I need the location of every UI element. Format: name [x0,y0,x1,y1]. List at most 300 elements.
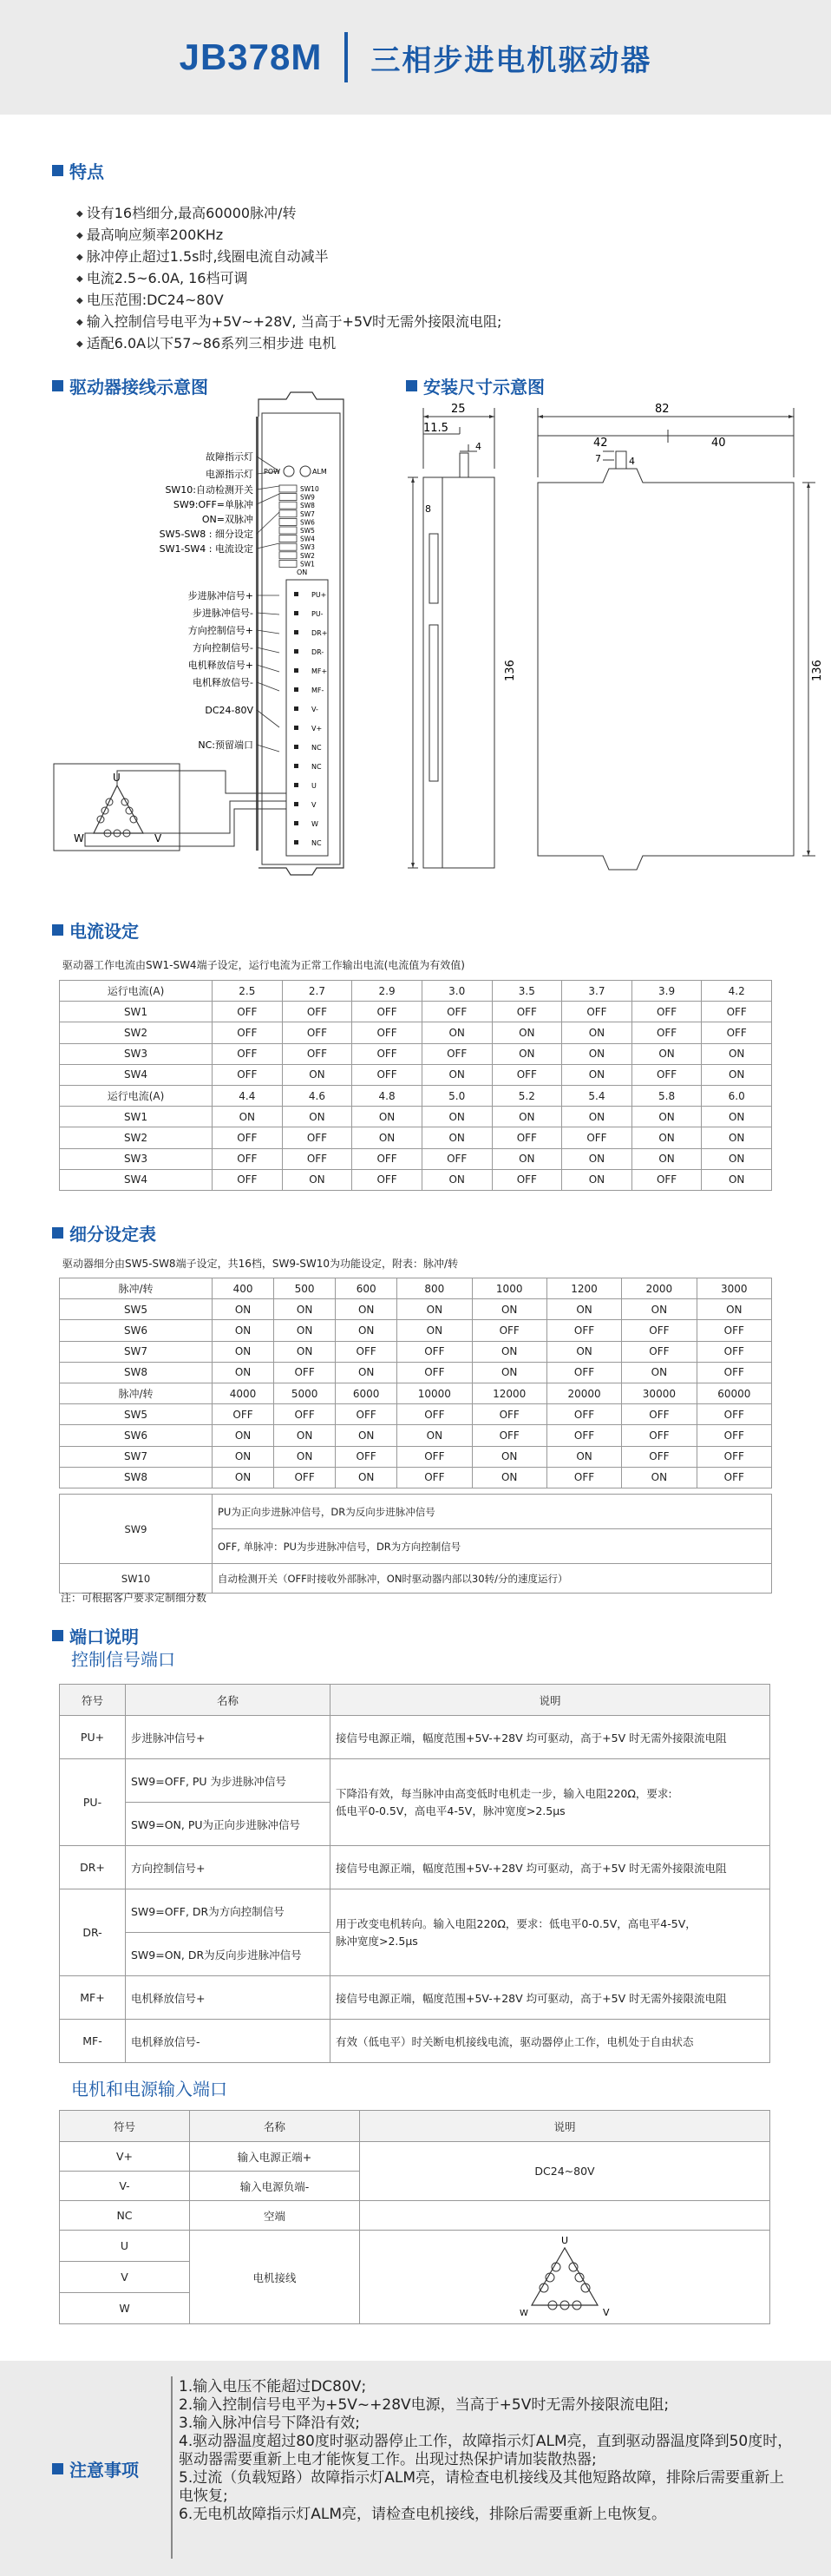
value-cell: 5.8 [631,1085,702,1106]
led-label: POW [264,468,281,476]
value-cell: ON [274,1425,336,1446]
col-name: 名称 [190,2111,360,2142]
value-cell: OFF [397,1341,472,1362]
value-cell: 30000 [622,1383,697,1403]
port-symbol: NC [60,2201,190,2231]
row-label-cell: SW6 [60,1320,213,1341]
table-row [60,1383,772,1403]
value-cell: ON [702,1107,772,1127]
value-cell: OFF [397,1404,472,1425]
square-bullet-icon [52,1227,63,1239]
row-label-cell: SW8 [60,1362,213,1383]
port-name: 方向控制信号+ [126,1846,330,1889]
value-cell: OFF [546,1467,621,1488]
dip-switch [279,485,297,492]
value-cell: 5.2 [492,1085,562,1106]
value-cell: ON [213,1320,274,1341]
port-name: SW9=OFF, DR为方向控制信号 [126,1889,330,1933]
notes-heading: 注意事项 [52,2456,139,2481]
wiring-diagram [52,382,347,885]
value-cell: 2.7 [282,981,352,1002]
col-desc: 说明 [330,1685,770,1716]
port-symbol: V+ [60,2142,190,2172]
terminal-label: NC [311,744,322,752]
value-cell: ON [397,1299,472,1320]
table-row [60,1107,772,1127]
port-symbol: U [60,2231,190,2262]
value-cell: ON [492,1148,562,1169]
terminal-screw [294,745,298,749]
value-cell: ON [282,1169,352,1190]
microstep-description: 驱动器细分由SW5-SW8端子设定，共16档，SW9-SW10为功能设定，附表：脉冲/转 [62,1258,459,1270]
table-row [60,1446,772,1467]
row-label-cell: SW1 [60,1002,213,1022]
value-cell: ON [213,1107,283,1127]
value-cell: 5.4 [562,1085,632,1106]
value-cell: OFF [702,1002,772,1022]
dimension-value: 25 [451,403,466,416]
value-cell: OFF [492,1169,562,1190]
dip-switch [279,552,297,559]
wiring-label: DC24-80V [205,705,253,716]
value-cell: OFF [336,1446,397,1467]
motor-coil-cell [360,2231,770,2324]
value-cell: ON [631,1127,702,1148]
port-symbol: DR+ [60,1846,126,1889]
value-cell: OFF [697,1362,771,1383]
note-item: 3.输入脉冲信号下降沿有效; [179,2415,360,2432]
page-title: 三相步进电机驱动器 [370,43,652,78]
value-cell: ON [472,1446,546,1467]
value-cell: OFF [492,1064,562,1085]
note-item: 5.过流（负载短路）故障指示灯ALM亮，请检查电机接线及其他短路故障，排除后需要重新上 [179,2469,784,2487]
table-row [60,1278,772,1299]
terminal-label: W [311,820,318,828]
value-cell: ON [274,1299,336,1320]
terminal-screw [294,783,298,787]
port-desc [360,2201,770,2231]
value-cell: OFF [622,1425,697,1446]
switch-label: SW4 [300,535,315,543]
switch-label: SW5 [300,527,315,535]
value-cell: ON [472,1467,546,1488]
table-row [60,1362,772,1383]
wiring-label: 电机释放信号- [193,677,253,688]
table-row [60,1085,772,1106]
square-bullet-icon [52,2463,63,2474]
table-row [60,1148,772,1169]
value-cell: OFF [352,1043,422,1064]
port-name: 空端 [190,2201,360,2231]
value-cell: OFF [397,1467,472,1488]
row-label-cell: SW7 [60,1446,213,1467]
value-cell: ON [472,1299,546,1320]
note-item: 驱动器需要重新上电才能恢复工作。出现过热保护请加装散热器; [179,2451,597,2468]
dip-switch [279,518,297,525]
dip-switch [279,543,297,550]
switch-label: SW1 [300,560,315,568]
terminal-screw [294,706,298,711]
value-cell: 4.2 [702,981,772,1002]
sw9-on-desc: PU为正向步进脉冲信号，DR为反向步进脉冲信号 [213,1495,772,1529]
square-bullet-icon [52,1630,63,1641]
terminal-label: DR- [311,648,324,656]
value-cell: 800 [397,1278,472,1299]
table-row [60,1064,772,1085]
motor-coil-diagram [513,2232,617,2319]
value-cell: ON [274,1446,336,1467]
col-name: 名称 [126,1685,330,1716]
wiring-label: SW9:OFF=单脉冲 [173,499,253,510]
motor-phase-label: V [154,832,162,844]
wiring-label: 步进脉冲信号+ [187,590,253,601]
port-symbol: DR- [60,1889,126,1976]
value-cell: ON [562,1148,632,1169]
value-cell: 4000 [213,1383,274,1403]
value-cell: ON [422,1022,492,1043]
value-cell: 400 [213,1278,274,1299]
microstep-heading: 细分设定表 [52,1220,156,1245]
terminal-label: V [311,801,317,809]
ports-heading: 端口说明 [52,1623,139,1648]
switch-label: SW3 [300,543,315,552]
value-cell: ON [472,1341,546,1362]
switch-label: SW9 [300,493,315,502]
terminal-label: MF- [311,687,324,694]
row-label-cell: 运行电流(A) [60,1085,213,1106]
value-cell: 2.5 [213,981,283,1002]
value-cell: 1200 [546,1278,621,1299]
dimension-value: 136 [504,660,517,681]
note-item: 电恢复; [179,2487,228,2505]
dimension-value: 136 [811,660,824,681]
value-cell: OFF [631,1064,702,1085]
note-item: 2.输入控制信号电平为+5V~+28V电源，当高于+5V时无需外接限流电阻; [179,2396,670,2414]
square-bullet-icon [52,924,63,936]
port-symbol: MF+ [60,1976,126,2020]
value-cell: OFF [562,1127,632,1148]
value-cell: ON [422,1169,492,1190]
value-cell: OFF [213,1404,274,1425]
value-cell: OFF [697,1320,771,1341]
terminal-label: NC [311,839,322,847]
dip-switch [279,510,297,517]
sw9-label: SW9 [60,1495,213,1564]
wiring-label: SW1-SW4 : 电流设定 [159,543,253,555]
row-label-cell: SW2 [60,1022,213,1043]
value-cell: OFF [492,1127,562,1148]
dip-switch [279,560,297,567]
value-cell: OFF [546,1320,621,1341]
header-divider [344,32,348,82]
wiring-label: ON=双脉冲 [201,514,253,525]
dimension-value: 11.5 [423,422,448,435]
table-row [60,1022,772,1043]
table-row [60,1404,772,1425]
value-cell: OFF [336,1341,397,1362]
value-cell: ON [213,1299,274,1320]
port-symbol: PU+ [60,1716,126,1759]
value-cell: ON [336,1299,397,1320]
row-label-cell: SW4 [60,1169,213,1190]
value-cell: OFF [274,1362,336,1383]
table-row [60,981,772,1002]
wiring-heading: 驱动器接线示意图 [52,373,208,398]
dimension-drawing [408,382,824,885]
terminal-screw [294,630,298,634]
features-list [76,203,501,355]
terminal-label: PU+ [311,591,327,599]
terminal-label: U [311,782,317,790]
value-cell: OFF [352,1169,422,1190]
terminal-label: MF+ [311,667,328,675]
feature-item: ◆ 电压范围:DC24~80V [76,290,501,312]
value-cell: OFF [472,1425,546,1446]
feature-item: ◆ 电流2.5~6.0A, 16档可调 [76,268,501,290]
terminal-label: V+ [311,725,323,733]
microstep-setting-table [59,1278,772,1488]
value-cell: ON [622,1362,697,1383]
model-name: JB378M [179,36,323,77]
microstep-footnote: 注：可根据客户要求定制细分数 [61,1592,207,1604]
port-name: 步进脉冲信号+ [126,1716,330,1759]
feature-item: ◆ 设有16档细分,最高60000脉冲/转 [76,203,501,225]
row-label-cell: SW2 [60,1127,213,1148]
port-name: 电机释放信号+ [126,1976,330,2020]
power-ports-subheading: 电机和电源输入端口 [71,2079,227,2100]
sw9-off-desc: OFF, 单脉冲：PU为步进脉冲信号，DR为方向控制信号 [213,1529,772,1564]
value-cell: OFF [352,1148,422,1169]
port-name: 电机接线 [190,2231,360,2324]
value-cell: OFF [546,1362,621,1383]
col-desc: 说明 [360,2111,770,2142]
value-cell: ON [622,1299,697,1320]
value-cell: OFF [282,1127,352,1148]
port-desc: 用于改变电机转向。输入电阻220Ω，要求：低电平0-0.5V，高电平4-5V， 脉冲宽度>2.5μs [330,1889,770,1976]
value-cell: OFF [622,1446,697,1467]
dimension-value: 8 [425,503,431,515]
row-label-cell: SW8 [60,1467,213,1488]
value-cell: OFF [697,1425,771,1446]
port-name: 输入电源正端+ [190,2142,360,2172]
value-cell: OFF [213,1043,283,1064]
value-cell: ON [336,1320,397,1341]
terminal-screw [294,840,298,844]
table-row [60,1467,772,1488]
port-desc: 接信号电源正端，幅度范围+5V-+28V 均可驱动，高于+5V 时无需外接限流电阻 [330,1976,770,2020]
value-cell: ON [422,1064,492,1085]
features-heading: 特点 [52,158,104,183]
notes-list [179,2378,795,2524]
value-cell: 3.9 [631,981,702,1002]
value-cell: ON [352,1127,422,1148]
port-symbol: W [60,2293,190,2324]
port-name: SW9=OFF, PU 为步进脉冲信号 [126,1759,330,1803]
value-cell: ON [562,1064,632,1085]
control-ports-subheading: 控制信号端口 [71,1649,175,1670]
terminal-screw [294,668,298,673]
dimension-value: 4 [629,456,635,467]
value-cell: ON [472,1362,546,1383]
value-cell: ON [562,1169,632,1190]
value-cell: ON [213,1362,274,1383]
port-name: 电机释放信号- [126,2020,330,2063]
value-cell: 6000 [336,1383,397,1403]
dip-switch [279,527,297,534]
dimension-value: 42 [593,437,608,450]
value-cell: ON [397,1425,472,1446]
row-label-cell: SW5 [60,1404,213,1425]
value-cell: 3.0 [422,981,492,1002]
feature-item: ◆ 脉冲停止超过1.5s时,线圈电流自动减半 [76,246,501,268]
row-label-cell: SW1 [60,1107,213,1127]
dimensions-heading: 安装尺寸示意图 [406,373,545,398]
port-desc: DC24~80V [360,2142,770,2201]
feature-item: ◆ 输入控制信号电平为+5V~+28V, 当高于+5V时无需外接限流电阻; [76,312,501,333]
dip-switch [279,502,297,509]
value-cell: ON [702,1043,772,1064]
value-cell: ON [213,1467,274,1488]
value-cell: ON [562,1022,632,1043]
value-cell: ON [697,1299,771,1320]
port-symbol: V- [60,2172,190,2201]
value-cell: OFF [352,1022,422,1043]
value-cell: 60000 [697,1383,771,1403]
value-cell: OFF [213,1002,283,1022]
terminal-label: DR+ [311,629,328,637]
value-cell: ON [546,1446,621,1467]
table-row [60,1002,772,1022]
page-header [0,0,831,115]
value-cell: OFF [546,1425,621,1446]
motor-coil-diagram [54,764,286,851]
value-cell: ON [282,1064,352,1085]
value-cell: OFF [472,1404,546,1425]
port-desc: 下降沿有效，每当脉冲由高变低时电机走一步，输入电阻220Ω，要求: 低电平0-0.5V，高电平4-5V，脉冲宽度>2.5μs [330,1759,770,1846]
table-row [60,1320,772,1341]
value-cell: ON [562,1043,632,1064]
col-symbol: 符号 [60,2111,190,2142]
row-label-cell: SW3 [60,1148,213,1169]
dimension-value: 82 [655,403,670,416]
value-cell: OFF [697,1467,771,1488]
wiring-label: SW5-SW8 : 细分设定 [159,529,253,540]
terminal-screw [294,611,298,615]
terminal-label: NC [311,763,322,771]
value-cell: OFF [546,1404,621,1425]
value-cell: OFF [213,1064,283,1085]
table-row [60,1299,772,1320]
value-cell: OFF [562,1002,632,1022]
value-cell: ON [336,1362,397,1383]
terminal-screw [294,726,298,730]
current-heading: 电流设定 [52,917,139,943]
value-cell: 3000 [697,1278,771,1299]
value-cell: 4.6 [282,1085,352,1106]
value-cell: OFF [213,1127,283,1148]
wiring-label: NC:预留端口 [198,739,253,751]
value-cell: ON [282,1107,352,1127]
notes-panel [0,2361,831,2576]
feature-item: ◆ 适配6.0A以下57~86系列三相步进 电机 [76,333,501,355]
value-cell: OFF [336,1404,397,1425]
value-cell: OFF [697,1446,771,1467]
value-cell: OFF [282,1043,352,1064]
value-cell: ON [336,1425,397,1446]
value-cell: ON [213,1425,274,1446]
value-cell: ON [492,1043,562,1064]
value-cell: OFF [282,1002,352,1022]
port-symbol: PU- [60,1759,126,1846]
value-cell: 600 [336,1278,397,1299]
port-desc: 有效（低电平）时关断电机接线电流，驱动器停止工作，电机处于自由状态 [330,2020,770,2063]
note-item: 4.驱动器温度超过80度时驱动器停止工作，故障指示灯ALM亮，直到驱动器温度降到50度时， [179,2433,793,2450]
value-cell: ON [336,1467,397,1488]
value-cell: ON [631,1043,702,1064]
row-label-cell: SW7 [60,1341,213,1362]
terminal-screw [294,821,298,825]
led-label: ALM [312,468,327,476]
wiring-label: SW10:自动检测开关 [165,484,253,496]
value-cell: ON [546,1299,621,1320]
motor-phase-label: W [520,2309,528,2318]
value-cell: ON [352,1107,422,1127]
value-cell: 5000 [274,1383,336,1403]
table-row [60,1169,772,1190]
value-cell: 10000 [397,1383,472,1403]
value-cell: 4.8 [352,1085,422,1106]
switch-on-label: ON [297,568,308,576]
value-cell: ON [562,1107,632,1127]
terminal-label: V- [311,706,318,713]
value-cell: OFF [422,1148,492,1169]
dimension-value: 7 [595,453,601,464]
switch-label: SW7 [300,509,315,518]
terminal-screw [294,592,298,596]
control-port-table [59,1684,770,2063]
value-cell: ON [492,1107,562,1127]
value-cell: ON [422,1107,492,1127]
dip-switch [279,536,297,542]
value-cell: OFF [352,1064,422,1085]
value-cell: 5.0 [422,1085,492,1106]
terminal-screw [294,687,298,692]
value-cell: 2000 [622,1278,697,1299]
value-cell: 3.7 [562,981,632,1002]
row-label-cell: 脉冲/转 [60,1278,213,1299]
power-port-table [59,2110,770,2324]
value-cell: ON [622,1467,697,1488]
row-label-cell: 脉冲/转 [60,1383,213,1403]
value-cell: ON [274,1341,336,1362]
value-cell: 12000 [472,1383,546,1403]
value-cell: OFF [702,1022,772,1043]
square-bullet-icon [52,165,63,176]
port-name: SW9=ON, DR为反向步进脉冲信号 [126,1933,330,1976]
value-cell: ON [702,1169,772,1190]
value-cell: OFF [397,1446,472,1467]
value-cell: OFF [282,1022,352,1043]
value-cell: ON [702,1064,772,1085]
value-cell: ON [492,1022,562,1043]
function-switch-table [59,1494,772,1594]
value-cell: OFF [622,1341,697,1362]
terminal-label: PU- [311,610,324,618]
value-cell: ON [213,1341,274,1362]
port-symbol: MF- [60,2020,126,2063]
value-cell: ON [546,1341,621,1362]
value-cell: OFF [472,1320,546,1341]
